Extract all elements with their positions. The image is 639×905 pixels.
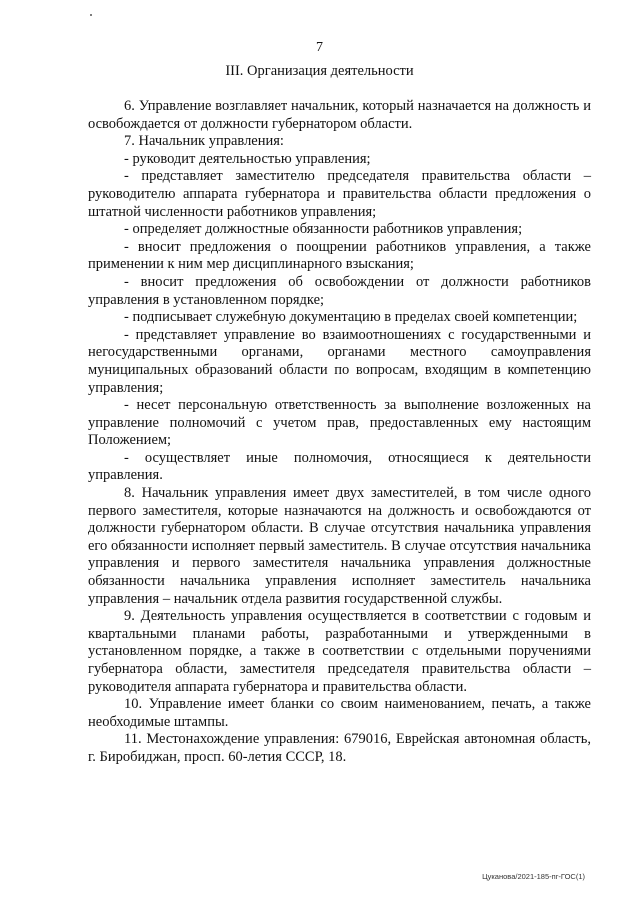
- paragraph-9: 9. Деятельность управления осуществляется в соответствии с годовым и квартальными планами работы, разработанными и утвержденными в установленном порядке, а также в соответствии с отдельными поручениями губернатора области, заместителя председателя правительства области – руководителя аппарата губернатора и правительства области.: [88, 608, 591, 695]
- list-item: - представляет заместителю председателя правительства области – руководителю аппарата губернатора и правительства области предложения о штатной численности работников управления;: [88, 168, 591, 220]
- list-item: - подписывает служебную документацию в пределах своей компетенции;: [124, 309, 578, 326]
- list-item: - несет персональную ответственность за выполнение возложенных на управление полномочий с учетом прав, предоставленных ему настоящим Положением;: [88, 397, 591, 449]
- paragraph-11: 11. Местонахождение управления: 679016, Еврейская автономная область, г. Биробиджан, просп. 60-летия СССР, 18.: [88, 731, 591, 765]
- list-item: - вносит предложения о поощрении работников управления, а также применении к ним мер дисциплинарного взыскания;: [88, 238, 591, 273]
- list-item: - определяет должностные обязанности работников управления;: [124, 221, 523, 238]
- paragraph-8: 8. Начальник управления имеет двух заместителей, в том числе одного первого заместителя, которые назначаются на должность и освобождаются от должности губернатором области. В случае отсутствия начальника управления его обязанности исполняет первый заместитель. В случае отсутствия начальника управления и первого заместителя начальника управления должностные обязанности начальника управления исполняет заместитель начальника управления – начальник отдела развития государственной службы.: [88, 485, 591, 607]
- document-body: [88, 98, 591, 767]
- paragraph-10: 10. Управление имеет бланки со своим наименованием, печать, а также необходимые штампы.: [88, 696, 591, 730]
- document-footer-code: Цуканова/2021-185-пг-ГОС(1): [482, 872, 585, 881]
- section-title: III. Организация деятельности: [225, 63, 414, 79]
- list-item: - вносит предложения об освобождении от должности работников управления в установленном порядке;: [88, 273, 591, 308]
- list-item: - осуществляет иные полномочия, относящиеся к деятельности управления.: [88, 449, 591, 484]
- page-number: 7: [316, 40, 323, 55]
- paragraph-6: 6. Управление возглавляет начальник, который назначается на должность и освобождается от должности губернатором области.: [88, 98, 591, 132]
- list-item: - представляет управление во взаимоотношениях с государственными и негосударственными органами, органами местного самоуправления муниципальных образований области по вопросам, входящим в компетенцию управления;: [88, 326, 591, 396]
- scan-speck: [90, 14, 92, 16]
- paragraph-7-heading: 7. Начальник управления:: [124, 133, 284, 150]
- list-item: - руководит деятельностью управления;: [124, 150, 371, 167]
